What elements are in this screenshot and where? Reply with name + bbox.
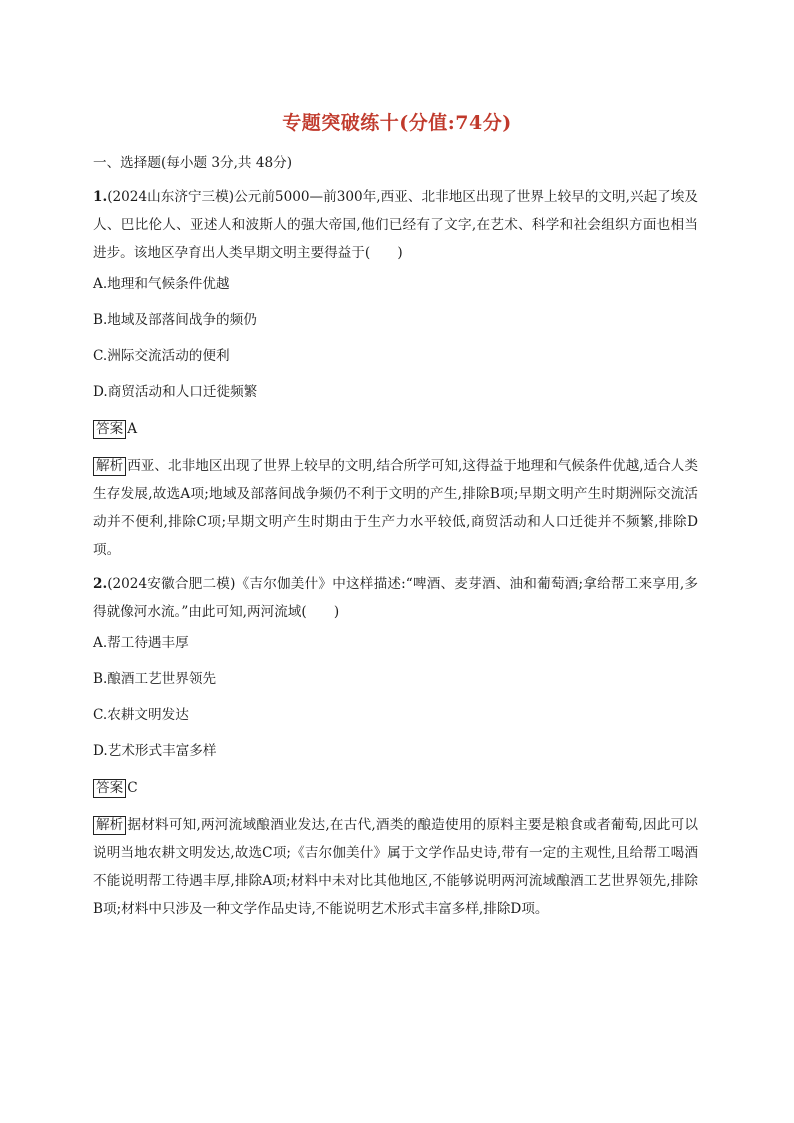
- option-c: C.洲际交流活动的便利: [93, 348, 230, 364]
- section-heading: 一、选择题(每小题 3分,共 48分): [93, 155, 293, 171]
- answer-value: C: [127, 780, 138, 796]
- question-text: (2024安徽合肥二模)《吉尔伽美什》中这样描述:“啤酒、麦芽酒、油和葡萄酒;拿给帮工来享用,多得就像河水流。”由此可知,两河流域( ): [93, 576, 698, 620]
- analysis-block: [93, 811, 698, 923]
- answer-tag: 答案: [93, 779, 126, 798]
- analysis-tag: 解析: [93, 816, 126, 835]
- question-number: 2.: [93, 576, 108, 592]
- page-content: [93, 152, 698, 923]
- question-stem: [93, 570, 698, 626]
- question-text: (2024山东济宁三模)公元前5000—前300年,西亚、北非地区出现了世界上较早的文明,兴起了埃及人、巴比伦人、亚述人和波斯人的强大帝国,他们已经有了文字,在艺术、科学和社会组织方面也相当进步。该地区孕育出人类早期文明主要得益于( ): [93, 189, 698, 261]
- option-c: C.农耕文明发达: [93, 707, 189, 723]
- answer-value: A: [127, 421, 138, 437]
- option-a: A.帮工待遇丰厚: [93, 635, 189, 651]
- analysis-block: [93, 452, 698, 564]
- analysis-text: 西亚、北非地区出现了世界上较早的文明,结合所学可知,这得益于地理和气候条件优越,适合人类生存发展,故选A项;地域及部落间战争频仍不利于文明的产生,排除B项;早期文明产生时期洲际交流活动并不便利,排除C项;早期文明产生时期由于生产力水平较低,商贸活动和人口迁徙并不频繁,排除D项。: [93, 458, 698, 558]
- analysis-text: 据材料可知,两河流域酿酒业发达,在古代,酒类的酿造使用的原料主要是粮食或者葡萄,因此可以说明当地农耕文明发达,故选C项;《吉尔伽美什》属于文学作品史诗,带有一定的主观性,且给帮工喝酒不能说明帮工待遇丰厚,排除A项;材料中未对比其他地区,不能够说明两河流域酿酒工艺世界领先,排除B项;材料中只涉及一种文学作品史诗,不能说明艺术形式丰富多样,排除D项。: [93, 817, 698, 917]
- question-stem: [93, 183, 698, 267]
- answer-tag: 答案: [93, 420, 126, 439]
- question-1: [93, 183, 698, 267]
- question-2: [93, 570, 698, 626]
- question-number: 1.: [93, 189, 108, 205]
- page-title: 专题突破练十(分值:74分): [282, 112, 512, 134]
- analysis-tag: 解析: [93, 457, 126, 476]
- answer-line: [93, 776, 698, 800]
- option-b: B.酿酒工艺世界领先: [93, 671, 217, 687]
- option-b: B.地域及部落间战争的频仍: [93, 312, 257, 328]
- option-d: D.商贸活动和人口迁徙频繁: [93, 384, 258, 400]
- option-d: D.艺术形式丰富多样: [93, 743, 217, 759]
- option-a: A.地理和气候条件优越: [93, 276, 230, 292]
- answer-line: [93, 417, 698, 441]
